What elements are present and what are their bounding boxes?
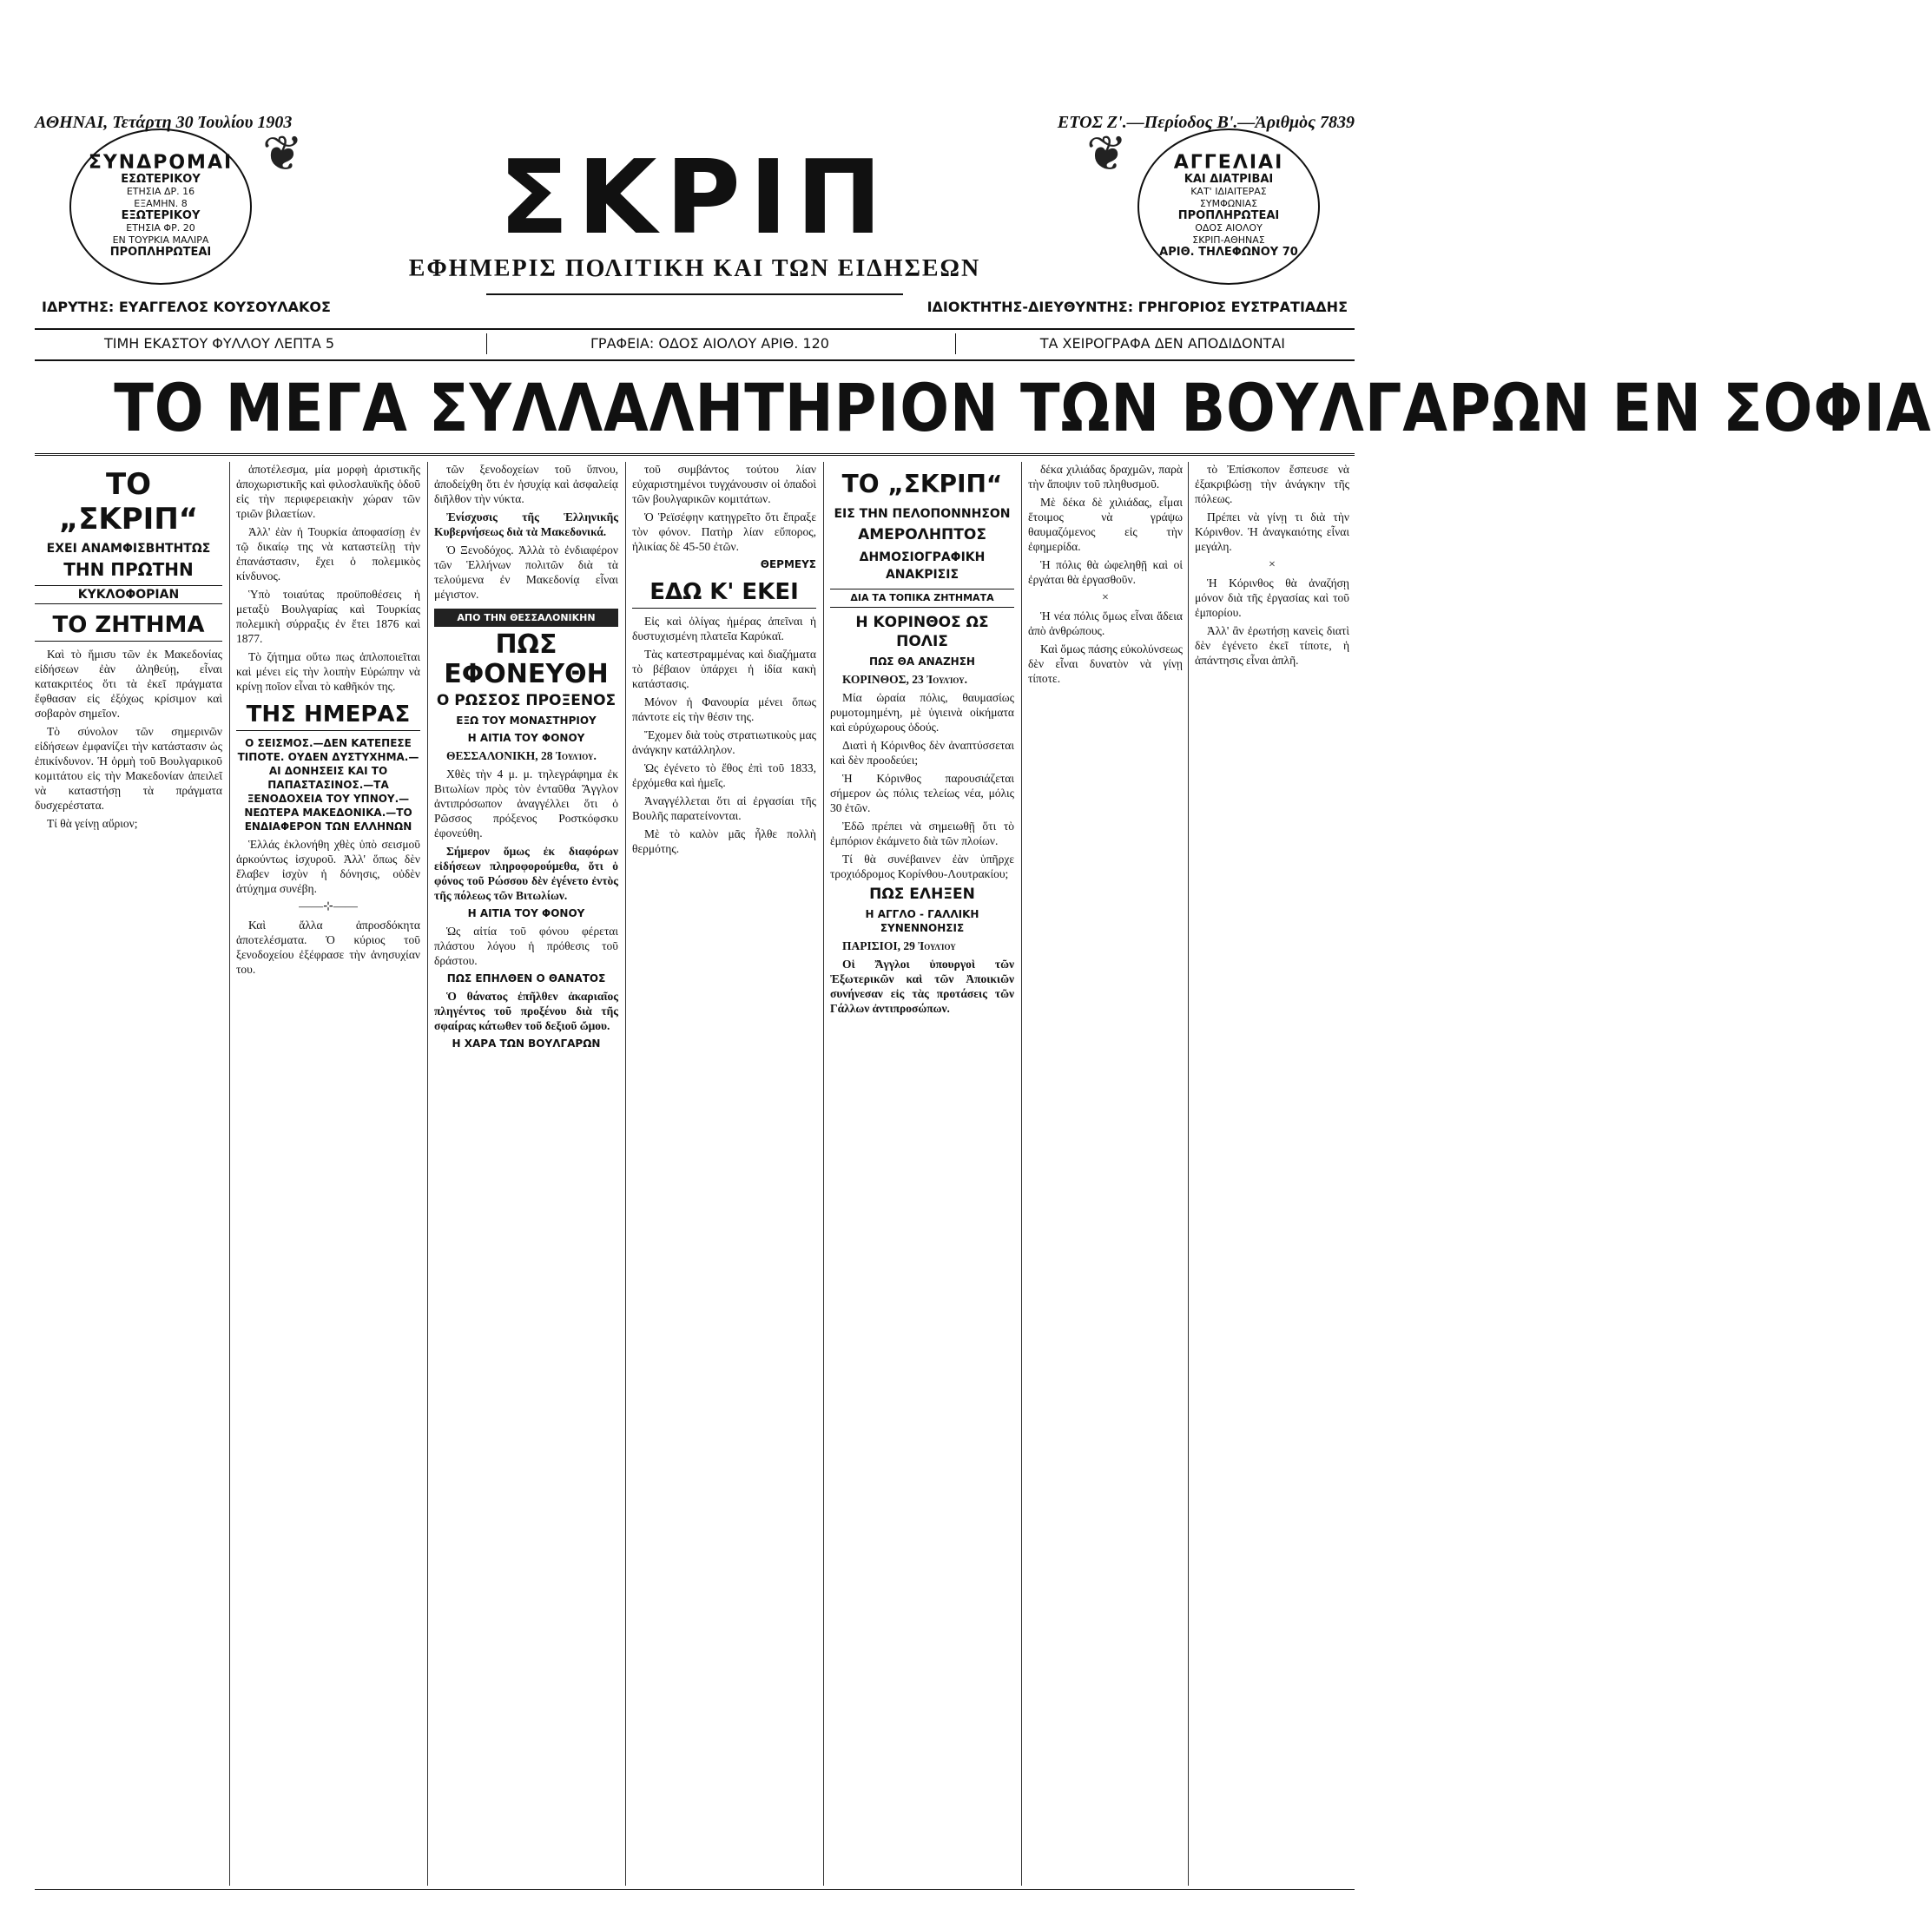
article-paragraph: Ὡς ἐγένετο τὸ ἔθος ἐπὶ τοῦ 1833, ἐρχόμεθα καὶ ἡμεῖς.: [632, 761, 816, 789]
author-signature: ΘΕΡΜΕΥΣ: [760, 558, 816, 570]
subscription-box-line: ΕΤΗΣΙΑ ΔΡ. 16: [126, 186, 195, 197]
price-line: ΤΙΜΗ ΕΚΑΣΤΟΥ ΦΥΛΛΟΥ ΛΕΠΤΑ 5: [104, 335, 335, 352]
advertising-box-line: ΑΡΙΘ. ΤΗΛΕΦΩΝΟΥ 70: [1159, 246, 1298, 259]
divider-icon: ——⊹——: [299, 900, 358, 913]
article-paragraph: Καὶ τὸ ἥμισυ τῶν ἐκ Μακεδονίας εἰδήσεων ἐὰν ἀληθεύῃ, εἶναι κατακριτέος ὅτι τὰ ἐκεῖ πράγματα ἔφθασαν εἰς ἐξόχως κρίσιμον καὶ σοβαρὸν σημεῖον.: [35, 648, 222, 720]
column-divider: [1021, 462, 1022, 1886]
subscription-box-title: ΣΥΝΔΡΟΜΑΙ: [88, 152, 234, 174]
info-bar: [35, 328, 1355, 361]
article-headline: ΠΩΣ ΕΦΟΝΕΥΘΗ: [444, 629, 609, 689]
article-paragraph: τοῦ συμβάντος τούτου λίαν εὐχαριστημένοι τυγχάνουσιν οἱ ὀπαδοὶ τῶν βουλγαρικῶν κομιτάτων.: [632, 463, 816, 505]
date-line: ΑΘΗΝΑΙ, Τετάρτη 30 Ἰουλίου 1903: [35, 113, 293, 132]
newspaper-logo: ΣΚΡΙΠ: [498, 137, 891, 257]
article-paragraph: Διατὶ ἡ Κόρινθος δὲν ἀναπτύσσεται καὶ δὲν προοδεύει;: [830, 739, 1014, 767]
column-6: [1028, 462, 1349, 1886]
section-title: ΤΟ ΖΗΤΗΜΑ: [35, 611, 222, 642]
promo-title: ΤΟ „ΣΚΡΙΠ“: [58, 467, 199, 537]
series-banner: [830, 467, 1014, 608]
article-paragraph: Ἑλλάς ἐκλονήθη χθὲς ὑπὸ σεισμοῦ ἀρκούντως ἰσχυροῦ. Ἀλλ' ὅπως δὲν ἔλαβεν ἰσχὺν ἡ δόνησις, οὐδὲν ἀτύχημα συνέβη.: [236, 838, 420, 895]
advertising-box-line: ΟΔΟΣ ΑΙΟΛΟΥ: [1195, 222, 1263, 234]
series-line: ΔΙΑ ΤΑ ΤΟΠΙΚΑ ΖΗΤΗΜΑΤΑ: [830, 589, 1014, 608]
article-paragraph: Τί θὰ συνέβαινεν ἐὰν ὑπῆρχε τροχιόδρομος Κορίνθου-Λουτρακίου;: [830, 853, 1014, 880]
article-subheadline: Η ΧΑΡΑ ΤΩΝ ΒΟΥΛΓΑΡΩΝ: [452, 1037, 601, 1050]
subscription-box-line: ΕΣΩΤΕΡΙΚΟΥ: [121, 173, 201, 186]
article-subheadline: ΕΞΩ ΤΟΥ ΜΟΝΑΣΤΗΡΙΟΥ: [456, 715, 597, 727]
article-paragraph: Ἡ πόλις θὰ ὠφεληθῇ καὶ οἱ ἐργάται θὰ ἐργασθοῦν.: [1028, 558, 1183, 586]
subscription-box-line: ΕΞΩΤΕΡΙΚΟΥ: [121, 209, 201, 222]
series-title: ΤΟ „ΣΚΡΙΠ“: [841, 470, 1003, 498]
article-paragraph: Ὁ θάνατος ἐπῆλθεν ἀκαριαῖος πληγέντος τοῦ προξένου διὰ τῆς σφαίρας κάτωθεν τοῦ δεξιοῦ ὤμου.: [434, 990, 618, 1032]
section-summary: Ο ΣΕΙΣΜΟΣ.—ΔΕΝ ΚΑΤΕΠΕΣΕ ΤΙΠΟΤΕ. ΟΥΔΕΝ ΔΥΣΤΥΧΗΜΑ.—ΑΙ ΔΟΝΗΣΕΙΣ ΚΑΙ ΤΟ ΠΑΠΑΣΤΑΣΙΝΟΣ.—ΤΑ ΞΕΝΟΔΟΧΕΙΑ ΤΟΥ ΥΠΝΟΥ.—ΝΕΩΤΕΡΑ ΜΑΚΕΔΟΝΙΚΑ.—ΤΟ ΕΝΔΙΑΦΕΡΟΝ ΤΩΝ ΕΛΛΗΝΩΝ: [237, 737, 419, 833]
section-title: ΕΔΩ Κ' ΕΚΕΙ: [632, 578, 816, 609]
article-paragraph: Καὶ ὅμως πάσης εὐκολύνσεως δὲν εἶναι δυνατὸν νὰ γίνῃ τίποτε.: [1028, 642, 1183, 685]
subscription-box-line: ΕΝ ΤΟΥΡΚΙΑ ΜΑΛΙΡΑ: [112, 234, 209, 246]
article-paragraph: Ὑπὸ τοιαύτας προϋποθέσεις ἡ μεταξὺ Βουλγαρίας καὶ Τουρκίας πολεμικὴ σύρραξις ἐν ἔτει 1876 καὶ 1877.: [236, 588, 420, 645]
article-paragraph: Τὰς κατεστραμμένας καὶ διαζήματα τὸ βέβαιον ὑπάρχει ἡ ἰδία κακὴ κατάστασις.: [632, 648, 816, 690]
article-paragraph: Ἀλλ' ἂν ἐρωτήσῃ κανεὶς διατὶ δὲν ἐγένετο ἐκεῖ τίποτε, ἡ ἀπάντησις εἶναι ἁπλῆ.: [1195, 624, 1349, 667]
divider-icon: ×: [1102, 591, 1109, 604]
article-paragraph: Τὸ ζήτημα οὕτω πως ἀπλοποιεῖται καὶ μένει εἰς τὴν λοιπὴν Εὐρώπην νὰ κρίνῃ ποῖον εἶναι τὸ καθῆκόν της.: [236, 650, 420, 693]
masthead-topline: [35, 113, 1355, 139]
promo-line: ΤΗΝ ΠΡΩΤΗΝ: [63, 559, 194, 580]
article-paragraph: Μόνον ἡ Φανουρία μένει ὅπως πάντοτε εἰς τὴν θέσιν της.: [632, 695, 816, 723]
article-paragraph: Ὁ Ξενοδόχος. Ἀλλὰ τὸ ἐνδιαφέρον τῶν Ἑλλήνων πολιτῶν διὰ τὰ τελούμενα ἐν Μακεδονίᾳ εἶναι μέγιστον.: [434, 543, 618, 601]
series-line: ΑΜΕΡΟΛΗΠΤΟΣ: [858, 526, 986, 543]
article-paragraph: δέκα χιλιάδας δραχμῶν, παρὰ τὴν ἄποψιν τοῦ πληθυσμοῦ.: [1028, 463, 1183, 491]
dateline: ΚΟΡΙΝΘΟΣ, 23 Ἰουλίου.: [842, 673, 968, 686]
article-paragraph: τὸ Ἐπίσκοπον ἔσπευσε νὰ ἐξακριβώσῃ τὴν ἀνάγκην τῆς πόλεως.: [1195, 463, 1349, 505]
manuscripts-note: ΤΑ ΧΕΙΡΟΓΡΑΦΑ ΔΕΝ ΑΠΟΔΙΔΟΝΤΑΙ: [1039, 335, 1285, 352]
column-3: [434, 462, 618, 1886]
section-label: ΑΠΟ ΤΗΝ ΘΕΣΣΑΛΟΝΙΚΗΝ: [434, 609, 618, 627]
column-4: [632, 462, 816, 1886]
main-headline: ΤΟ ΜΕΓΑ ΣΥΛΛΑΛΗΤΗΡΙΟΝ ΤΩΝ ΒΟΥΛΓΑΡΩΝ ΕΝ ΣΟΦΙΑ: [114, 369, 1932, 446]
advertising-box-title: ΑΓΓΕΛΙΑΙ: [1173, 152, 1284, 174]
advertising-box-line: ΚΑΙ ΔΙΑΤΡΙΒΑΙ: [1184, 173, 1274, 186]
column-divider: [823, 462, 824, 1886]
article-subheadline: ΠΩΣ ΕΠΗΛΘΕΝ Ο ΘΑΝΑΤΟΣ: [446, 972, 606, 985]
column-divider: [427, 462, 428, 1886]
article-paragraph: Ἀναγγέλλεται ὅτι αἱ ἐργασίαι τῆς Βουλῆς παρατείνονται.: [632, 794, 816, 822]
series-line: ΔΗΜΟΣΙΟΓΡΑΦΙΚΗ ΑΝΑΚΡΙΣΙΣ: [859, 550, 986, 582]
article-paragraph: Μὲ τὸ καλὸν μᾶς ἦλθε πολλὴ θερμότης.: [632, 827, 816, 855]
advertising-box-line: ΠΡΟΠΛΗΡΩΤΕΑΙ: [1177, 209, 1280, 222]
section-title: ΤΗΣ ΗΜΕΡΑΣ: [236, 701, 420, 731]
article-paragraph: Ὁ Ῥεϊσέφην κατηγρεῖτο ὅτι ἔπραξε τὸν φόνον. Πατὴρ λίαν εὔπορος, ἡλικίας δὲ 45-50 ἐτῶν.: [632, 510, 816, 553]
article-subheadline: Η ΑΙΤΙΑ ΤΟΥ ΦΟΝΟΥ: [467, 732, 585, 744]
promo-banner: [35, 467, 222, 604]
bottom-rule: [35, 1889, 1355, 1890]
promo-line: ΚΥΚΛΟΦΟΡΙΑΝ: [35, 585, 222, 604]
article-paragraph: ἀποτέλεσμα, μία μορφὴ ἀριστικῆς ἀποχωριστικῆς καὶ φιλοσλαυϊκῆς ὁδοῦ εἰς τὴν περιφερειακὴν χώραν τῶν τριῶν βιλαετίων.: [236, 463, 420, 520]
column-6-right: [1195, 462, 1349, 671]
article-subheadline: Ο ΡΩΣΣΟΣ ΠΡΟΞΕΝΟΣ: [436, 692, 617, 709]
column-divider: [1188, 462, 1189, 1886]
article-paragraph: Ἐδῶ πρέπει νὰ σημειωθῇ ὅτι τὸ ἐμπόριον ἐκάμνετο διὰ τῶν πλοίων.: [830, 820, 1014, 847]
article-paragraph: Πρέπει νὰ γίνῃ τι διὰ τὴν Κόρινθον. Ἡ ἀναγκαιότης εἶναι μεγάλη.: [1195, 510, 1349, 553]
article-paragraph: Ὡς αἰτία τοῦ φόνου φέρεται πλάστου λόγου ἡ πρόθεσις τοῦ δράστου.: [434, 925, 618, 967]
column-5: [830, 462, 1014, 1886]
promo-line: ΕΧΕΙ ΑΝΑΜΦΙΣΒΗΤΗΤΩΣ: [46, 542, 211, 556]
article-headline: ΠΩΣ ΕΛΗΞΕΝ: [869, 886, 975, 903]
advertising-box-line: ΚΑΤ' ΙΔΙΑΙΤΕΡΑΣ: [1190, 186, 1267, 197]
masthead-rule: [486, 293, 903, 295]
article-paragraph: Ἀλλ' ἐὰν ἡ Τουρκία ἀποφασίσῃ ἐν τῷ δικαίῳ της νὰ καταστείλῃ τὴν ἐπανάστασιν, ἔχει ὁ πολεμικὸς κίνδυνος.: [236, 525, 420, 583]
advertising-box: [1137, 128, 1320, 285]
column-2: [236, 462, 420, 1886]
article-paragraph: τῶν ξενοδοχείων τοῦ ὕπνου, ἀποδείχθη ὅτι ἐν ἡσυχίᾳ καὶ ἀσφαλείᾳ διῆλθον τὴν νύκτα.: [434, 463, 618, 505]
article-subheadline: Η ΑΓΓΛΟ - ΓΑΛΛΙΚΗ ΣΥΝΕΝΝΟΗΣΙΣ: [865, 908, 979, 934]
article-paragraph: Μία ὡραία πόλις, θαυμασίως ρυμοτομημένη, μὲ ὑγιεινὰ οἰκήματα καὶ εὐρύχωρους ὁδούς.: [830, 691, 1014, 734]
divider-icon: ×: [1269, 558, 1276, 571]
dateline: ΘΕΣΣΑΛΟΝΙΚΗ, 28 Ἰουλίου.: [446, 749, 597, 762]
advertising-box-line: ΣΥΜΦΩΝΙΑΣ: [1199, 198, 1258, 209]
office-line: ΓΡΑΦΕΙΑ: ΟΔΟΣ ΑΙΟΛΟΥ ΑΡΙΘ. 120: [590, 335, 829, 352]
article-paragraph: Εἰς καὶ ὀλίγας ἡμέρας ἀπεῖναι ἡ δυστυχισμένη πλατεῖα Καρύκαϊ.: [632, 615, 816, 642]
article-paragraph: Ἔχομεν διὰ τοὺς στρατιωτικοὺς μας ἀνάγκην κατάλληλον.: [632, 728, 816, 756]
article-headline: Η ΚΟΡΙΝΘΟΣ ΩΣ ΠΟΛΙΣ: [855, 614, 989, 650]
column-divider: [229, 462, 230, 1886]
column-6-left: [1028, 462, 1183, 689]
article-paragraph: Ἡ νέα πόλις ὅμως εἶναι ἄδεια ἀπὸ ἀνθρώπους.: [1028, 609, 1183, 637]
subscription-box-line: ΕΤΗΣΙΑ ΦΡ. 20: [126, 222, 195, 234]
ornament-icon: ❦: [262, 128, 303, 181]
headline-rule: [35, 453, 1355, 456]
ornament-icon: ❦: [1086, 128, 1127, 181]
advertising-box-line: ΣΚΡΙΠ-ΑΘΗΝΑΣ: [1192, 234, 1265, 246]
series-line: ΕΙΣ ΤΗΝ ΠΕΛΟΠΟΝΝΗΣΟΝ: [834, 507, 1011, 521]
subscription-box-line: ΠΡΟΠΛΗΡΩΤΕΑΙ: [109, 246, 212, 259]
article-subheadline: Η ΑΙΤΙΑ ΤΟΥ ΦΟΝΟΥ: [467, 907, 585, 919]
article-paragraph: Ἡ Κόρινθος θὰ ἀναζήσῃ μόνον διὰ τῆς ἐργασίας καὶ τοῦ ἐμπορίου.: [1195, 576, 1349, 619]
founder-line: ΙΔΡΥΤΗΣ: ΕΥΑΓΓΕΛΟΣ ΚΟΥΣΟΥΛΑΚΟΣ: [42, 299, 331, 315]
article-paragraph: Τί θὰ γείνῃ αὔριον;: [47, 817, 138, 830]
dateline: ΠΑΡΙΣΙΟΙ, 29 Ἰουλίου: [842, 939, 956, 952]
article-paragraph: Ἐνίσχυσις τῆς Ἑλληνικῆς Κυβερνήσεως διὰ τὰ Μακεδονικά.: [434, 510, 618, 538]
article-paragraph: Ἡ Κόρινθος παρουσιάζεται σήμερον ὡς πόλις τελείως νέα, μόλις 30 ἐτῶν.: [830, 772, 1014, 814]
article-paragraph: Μὲ δέκα δὲ χιλιάδας, εἶμαι ἕτοιμος νὰ γράψω θαυμαζόμενος εἰς τὴν ἐφημερίδα.: [1028, 496, 1183, 553]
article-paragraph: Σήμερον ὅμως ἐκ διαφόρων εἰδήσεων πληροφορούμεθα, ὅτι ὁ φόνος τοῦ Ρώσσου δὲν ἐγένετο ἐντὸς τῆς πόλεως τῶν Βιτωλίων.: [434, 845, 618, 902]
article-paragraph: Καὶ ἄλλα ἀπροσδόκητα ἀποτελέσματα. Ὁ κύριος τοῦ ξενοδοχείου ἐξέφρασε τὴν ἀνησυχίαν του.: [236, 919, 420, 976]
info-divider: [486, 333, 487, 354]
column-1: [35, 462, 222, 1886]
issue-line: ΕΤΟΣ Ζ'.—Περίοδος Β'.—Ἀριθμὸς 7839: [1057, 113, 1355, 132]
column-divider: [625, 462, 626, 1886]
article-subheadline: ΠΩΣ ΘΑ ΑΝΑΖΗΣΗ: [869, 655, 975, 668]
info-divider: [955, 333, 956, 354]
article-paragraph: Οἱ Ἄγγλοι ὑπουργοὶ τῶν Ἐξωτερικῶν καὶ τῶν Ἀποικιῶν συνήνεσαν εἰς τὰς προτάσεις τῶν Γάλλων ἀντιπροσώπων.: [830, 958, 1014, 1015]
subscription-box-line: ΕΞΑΜΗΝ. 8: [134, 198, 188, 209]
owner-line: ΙΔΙΟΚΤΗΤΗΣ-ΔΙΕΥΘΥΝΤΗΣ: ΓΡΗΓΟΡΙΟΣ ΕΥΣΤΡΑΤΙΑΔΗΣ: [926, 299, 1348, 315]
article-paragraph: Τὸ σύνολον τῶν σημερινῶν εἰδήσεων ἐμφανίζει τὴν κατάστασιν ὡς ἐπικίνδυνον. Ἡ ὁρμὴ τοῦ Βουλγαρικοῦ κομιτάτου εἰς τὴν Μακεδονίαν ἀπειλεῖ νὰ καταστήσῃ τὰ πράγματα δυσχερέστατα.: [35, 725, 222, 812]
newspaper-subtitle: ΕΦΗΜΕΡΙΣ ΠΟΛΙΤΙΚΗ ΚΑΙ ΤΩΝ ΕΙΔΗΣΕΩΝ: [408, 255, 981, 282]
article-paragraph: Χθὲς τὴν 4 μ. μ. τηλεγράφημα ἐκ Βιτωλίων πρὸς τὸν ἐνταῦθα Ἄγγλον ἀντιπρόσωπον ἀναγγέλλει ὅτι ὁ Ρῶσσος πρόξενος Ροστκόφσκυ ἐφονεύθη.: [434, 767, 618, 840]
